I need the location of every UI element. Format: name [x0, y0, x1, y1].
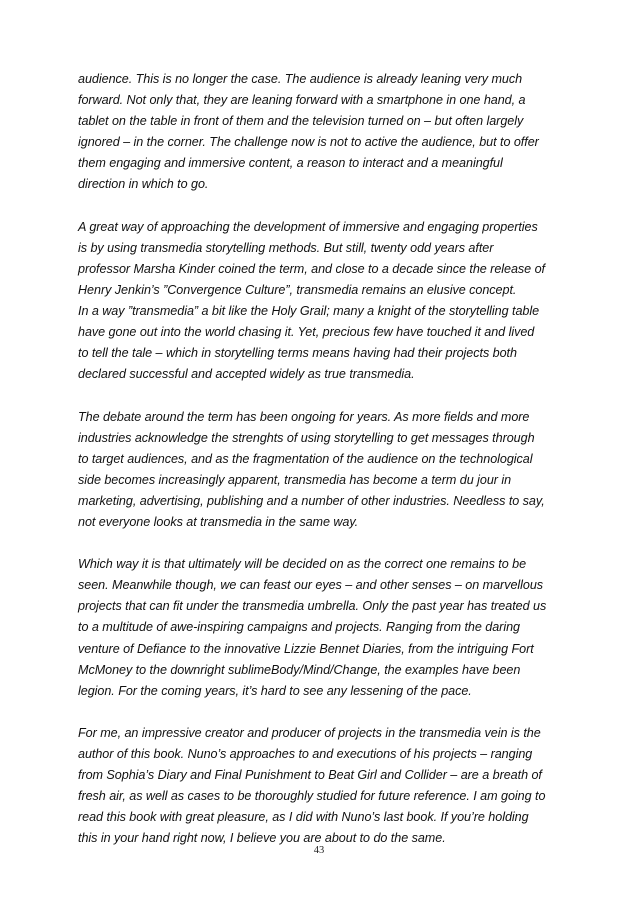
paragraph: [78, 723, 564, 850]
text-line: industries acknowledge the strenghts of using storytelling to get messages through: [78, 430, 535, 445]
text-line: For me, an impressive creator and producer of projects in the transmedia vein is the: [78, 725, 541, 740]
text-line: McMoney to the downright sublimeBody/Mind/Change, the examples have been: [78, 662, 521, 677]
text-line: seen. Meanwhile though, we can feast our eyes – and other senses – on marvellous: [78, 578, 544, 593]
text-line: Henry Jenkin’s ”Convergence Culture”, transmedia remains an elusive concept.: [78, 282, 517, 297]
text-line: read this book with great pleasure, as I did with Nuno’s last book. If you’re holding: [78, 810, 529, 825]
text-line: them engaging and immersive content, a reason to interact and a meaningful: [78, 156, 503, 171]
text-line: marketing, advertising, publishing and a number of other industries. Needless to say,: [78, 493, 545, 508]
text-line: venture of Defiance to the innovative Lizzie Bennet Diaries, from the intriguing Fort: [78, 641, 534, 656]
text-line: not everyone looks at transmedia in the same way.: [78, 514, 359, 529]
paragraph: [78, 407, 564, 534]
text-line: from Sophia’s Diary and Final Punishment to Beat Girl and Collider – are a breath of: [78, 768, 542, 783]
body-text: [78, 69, 564, 849]
paragraph: [78, 554, 564, 702]
text-line: declared successful and accepted widely as true transmedia.: [78, 367, 415, 382]
text-line: legion. For the coming years, it’s hard to see any lessening of the pace.: [78, 683, 472, 698]
text-line: ignored – in the corner. The challenge now is not to active the audience, but to offer: [78, 135, 539, 150]
paragraph: [78, 217, 564, 386]
text-line: have gone out into the world chasing it. Yet, precious few have touched it and lived: [78, 325, 535, 340]
text-line: fresh air, as well as cases to be thoroughly studied for future reference. I am going to: [78, 789, 546, 804]
text-line: audience. This is no longer the case. The audience is already leaning very much: [78, 72, 523, 86]
text-line: direction in which to go.: [78, 177, 209, 192]
text-line: to target audiences, and as the fragmentation of the audience on the technological: [78, 451, 533, 466]
text-line: is by using transmedia storytelling methods. But still, twenty odd years after: [78, 240, 494, 255]
text-line: side becomes increasingly apparent, transmedia has become a term du jour in: [78, 472, 512, 487]
text-line: author of this book. Nuno’s approaches to and executions of his projects – ranging: [78, 747, 533, 761]
text-line: The debate around the term has been ongoing for years. As more fields and more: [78, 409, 530, 424]
text-line: to tell the tale – which in storytelling terms means having had their projects both: [78, 346, 517, 361]
page-number: 43: [313, 845, 325, 856]
text-line: In a way ”transmedia” a bit like the Holy Grail; many a knight of the storytelling table: [78, 304, 540, 319]
text-line: this in your hand right now, I believe you are about to do the same.: [78, 831, 446, 846]
text-line: to a multitude of awe-inspiring campaigns and projects. Ranging from the daring: [78, 620, 520, 635]
text-line: forward. Not only that, they are leaning forward with a smartphone in one hand, a: [78, 93, 526, 108]
text-line: professor Marsha Kinder coined the term, and close to a decade since the release of: [78, 261, 545, 276]
text-line: A great way of approaching the development of immersive and engaging properties: [78, 219, 538, 234]
paragraph: [78, 69, 564, 196]
text-line: Which way it is that ultimately will be decided on as the correct one remains to be: [78, 557, 527, 572]
text-line: tablet on the table in front of them and the television turned on – but often largely: [78, 114, 524, 129]
text-line: projects that can fit under the transmedia umbrella. Only the past year has treated us: [78, 599, 547, 614]
